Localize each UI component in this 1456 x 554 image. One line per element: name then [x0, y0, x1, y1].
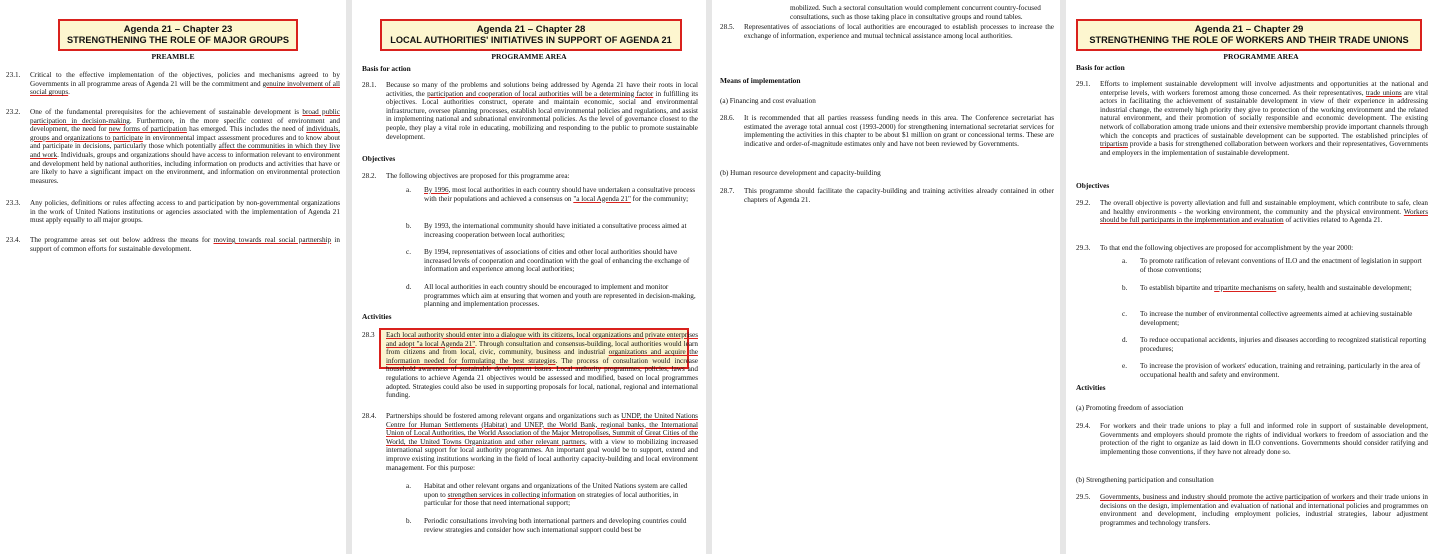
chapter-title: Agenda 21 – Chapter 28: [476, 24, 586, 35]
chapter-title-box: [380, 19, 682, 51]
chapter-title-box: [1076, 19, 1422, 51]
subsection-financing: (a) Financing and cost evaluation: [720, 97, 816, 105]
paragraph-28-3: 28.3 Each local authority should enter into a dialogue with its citizens, local organizations and private enterprises and adopt "a local Agenda 21". Through consultation and consensus-building, local authorities would learn from citizens and from local, civic, community, business and industrial organizations and acquire the information needed for formulating the best strategies. The process of consultation would increase household awareness of sustainable development issues. Local authority programmes, policies, laws and regulations to achieve Agenda 21 objectives would be assessed and modified, based on local programmes adopted. Strategies could also be used in supporting proposals for local, national, regional and international funding.: [362, 331, 698, 400]
chapter-title-box: [58, 19, 298, 51]
section-heading-programme-area: PROGRAMME AREA: [1223, 52, 1299, 61]
chapter-subtitle: STRENGTHENING THE ROLE OF MAJOR GROUPS: [66, 35, 290, 45]
paragraph-23-1: 23.1. Critical to the effective implementation of the objectives, policies and mechanisms agreed to by Governments in all programme areas of Agenda 21 will be the commitment and genuine involvement of all social groups.: [6, 71, 340, 97]
section-heading-basis: Basis for action: [362, 64, 411, 73]
paragraph-28-6: 28.6. It is recommended that all parties reassess funding needs in this area. The Conference secretariat has estimated the average total annual cost (1993-2000) for strengthening international secretariat services for implementing the activities in this chapter to be about $1 million on grant or concessional terms. These are indicative and order-of-magnitude estimates only and have not been reviewed by Governments.: [720, 114, 1054, 148]
section-heading-programme-area: PROGRAMME AREA: [491, 52, 567, 61]
objective-item-d: d. To reduce occupational accidents, injuries and diseases according to recognized statistical reporting procedures;: [1122, 336, 1427, 353]
paragraph-23-3: 23.3. Any policies, definitions or rules affecting access to and participation by non-governmental organizations in the work of United Nations institutions or agencies associated with the implementation of Agenda 21 must apply equally to all major groups.: [6, 199, 340, 225]
section-heading-activities: Activities: [362, 312, 392, 321]
continued-text: mobilized. Such a sectoral consultation would complement concurrent country-focused consultations, such as those taking place in consultative groups and round tables.: [790, 4, 1041, 21]
section-heading-preamble: PREAMBLE: [151, 52, 195, 61]
paragraph-29-3: 29.3. To that end the following objectives are proposed for accomplishment by the year 2000:: [1076, 244, 1354, 252]
paragraph-29-4: 29.4. For workers and their trade unions to play a full and informed role in support of sustainable development, Governments and employers should promote the rights of individual workers to freedom of association and the protection of the right to organize as laid down in ILO conventions. Governments should consider ratifying and implementing those conventions, if they have not already done so.: [1076, 422, 1428, 456]
paragraph-23-4: 23.4. The programme areas set out below address the means for moving towards real social partnership in support of common efforts for sustainable development.: [6, 236, 340, 253]
objective-item-d: d. All local authorities in each country should be encouraged to implement and monitor programmes which aim at ensuring that women and youth are represented in decision-making, planning and implementation processes.: [406, 283, 696, 309]
subsection-freedom-of-association: (a) Promoting freedom of association: [1076, 404, 1184, 412]
section-heading-means: Means of implementation: [720, 76, 801, 85]
paragraph-28-2: 28.2. The following objectives are proposed for this programme area:: [362, 172, 570, 180]
paragraph-28-7: 28.7. This programme should facilitate the capacity-building and training activities already contained in other chapters of Agenda 21.: [720, 187, 1054, 204]
objective-item-b: b. To establish bipartite and tripartite mechanisms on safety, health and sustainable development;: [1122, 284, 1412, 292]
chapter-title: Agenda 21 – Chapter 29: [1194, 24, 1304, 35]
section-heading-objectives: Objectives: [362, 154, 396, 163]
objective-item-a: a. To promote ratification of relevant conventions of ILO and the enactment of legislation in support of those conventions;: [1122, 257, 1422, 274]
chapter-subtitle: STRENGTHENING THE ROLE OF WORKERS AND THEIR TRADE UNIONS: [1089, 35, 1409, 45]
paragraph-28-4: 28.4. Partnerships should be fostered among relevant organs and organizations such as UNDP, the United Nations Centre for Human Settlements (Habitat) and UNEP, the World Bank, regional banks, the International Union of Local Authorities, the World Association of the Major Metropolises, Summit of Great Cities of the World, the United Towns Organization and other relevant partners, with a view to mobilizing increased international support for local authority programmes. An important goal would be to support, extend and improve existing institutions working in the field of local authority capacity-building and local environment management. For this purpose:: [362, 412, 698, 472]
subsection-participation: (b) Strengthening participation and consultation: [1076, 476, 1214, 484]
paragraph-29-5: 29.5. Governments, business and industry should promote the active participation of workers and their trade unions in decisions on the design, implementation and evaluation of national and international policies and programmes on environment and development, including employment policies, industrial strategies, labour adjustment programmes and technology transfers.: [1076, 493, 1428, 527]
paragraph-29-2: 29.2. The overall objective is poverty alleviation and full and sustainable employment, which contribute to safe, clean and healthy environments - the working environment, the community and the physical environment. Workers should be full participants in the implementation and evaluation of activities related to Agenda 21.: [1076, 199, 1428, 225]
objective-item-c: c. To increase the number of environmental collective agreements aimed at achieving sustainable development;: [1122, 310, 1413, 327]
document-page-chapter-28: [352, 0, 706, 554]
objective-item-b: b. By 1993, the international community should have initiated a consultative process aimed at increasing cooperation between local authorities;: [406, 222, 687, 239]
objective-item-c: c. By 1994, representatives of associations of cities and other local authorities should have increased levels of cooperation and coordination with the goal of enhancing the exchange of information and experience among local authorities;: [406, 248, 690, 274]
section-heading-basis: Basis for action: [1076, 63, 1125, 72]
paragraph-28-5: 28.5. Representatives of associations of local authorities are encouraged to establish processes to increase the exchange of information, experience and mutual technical assistance among local authorities.: [720, 23, 1054, 40]
document-page-chapter-23: [0, 0, 346, 554]
section-heading-objectives: Objectives: [1076, 181, 1110, 190]
paragraph-29-1: 29.1. Efforts to implement sustainable development will involve adjustments and opportunities at the national and enterprise levels, with workers foremost among those concerned. As their representatives, trade unions are vital actors in facilitating the achievement of sustainable development in view of their experience in addressing industrial change, the extremely high priority they give to protection of the working environment and the related natural environment, and their promotion of socially responsible and economic development. The existing network of collaboration among trade unions and their extensive membership provide important channels through which the concepts and practices of sustainable development can be supported. The established principles of tripartism provide a basis for strengthened collaboration between workers and their representatives, Governments and employers in the implementation of sustainable development.: [1076, 80, 1428, 157]
objective-item-e: e. To increase the provision of workers' education, training and retraining, particularly in the area of occupational health and safety and environment.: [1122, 362, 1421, 379]
section-heading-activities: Activities: [1076, 383, 1106, 392]
document-page-chapter-28-continued: [712, 0, 1060, 554]
subsection-human-resources: (b) Human resource development and capacity-building: [720, 169, 881, 177]
document-page-chapter-29: [1066, 0, 1456, 554]
partnership-item-a: a. Habitat and other relevant organs and organizations of the United Nations system are called upon to strengthen services in collecting information on strategies of local authorities, in particular for those that need international support;: [406, 482, 688, 508]
partnership-item-b: b. Periodic consultations involving both international partners and developing countries could review strategies and consider how such international support could best be: [406, 517, 687, 534]
chapter-title: Agenda 21 – Chapter 23: [123, 24, 233, 35]
paragraph-28-1: 28.1. Because so many of the problems and solutions being addressed by Agenda 21 have their roots in local activities, the participation and cooperation of local authorities will be a determining factor in fulfilling its objectives. Local authorities construct, operate and maintain economic, social and environmental infrastructure, oversee planning processes, establish local environmental policies and regulations, and assist in implementing national and subnational environmental policies. As the level of governance closest to the people, they play a vital role in educating, mobilizing and responding to the public to promote sustainable development.: [362, 81, 698, 141]
paragraph-23-2: 23.2. One of the fundamental prerequisites for the achievement of sustainable development is broad public participation in decision-making. Furthermore, in the more specific context of environment and development, the need for new forms of participation has emerged. This includes the need of individuals, groups and organizations to participate in environmental impact assessment procedures and to know about and participate in decisions, particularly those which potentially affect the communities in which they live and work. Individuals, groups and organizations should have access to information relevant to environment and development held by national authorities, including information on products and activities that have or are likely to have a significant impact on the environment, and information on environmental protection measures.: [6, 108, 341, 185]
chapter-subtitle: LOCAL AUTHORITIES' INITIATIVES IN SUPPORT OF AGENDA 21: [390, 35, 672, 45]
objective-item-a: a. By 1996, most local authorities in each country should have undertaken a consultative process with their populations and achieved a consensus on "a local Agenda 21" for the community;: [406, 186, 696, 203]
